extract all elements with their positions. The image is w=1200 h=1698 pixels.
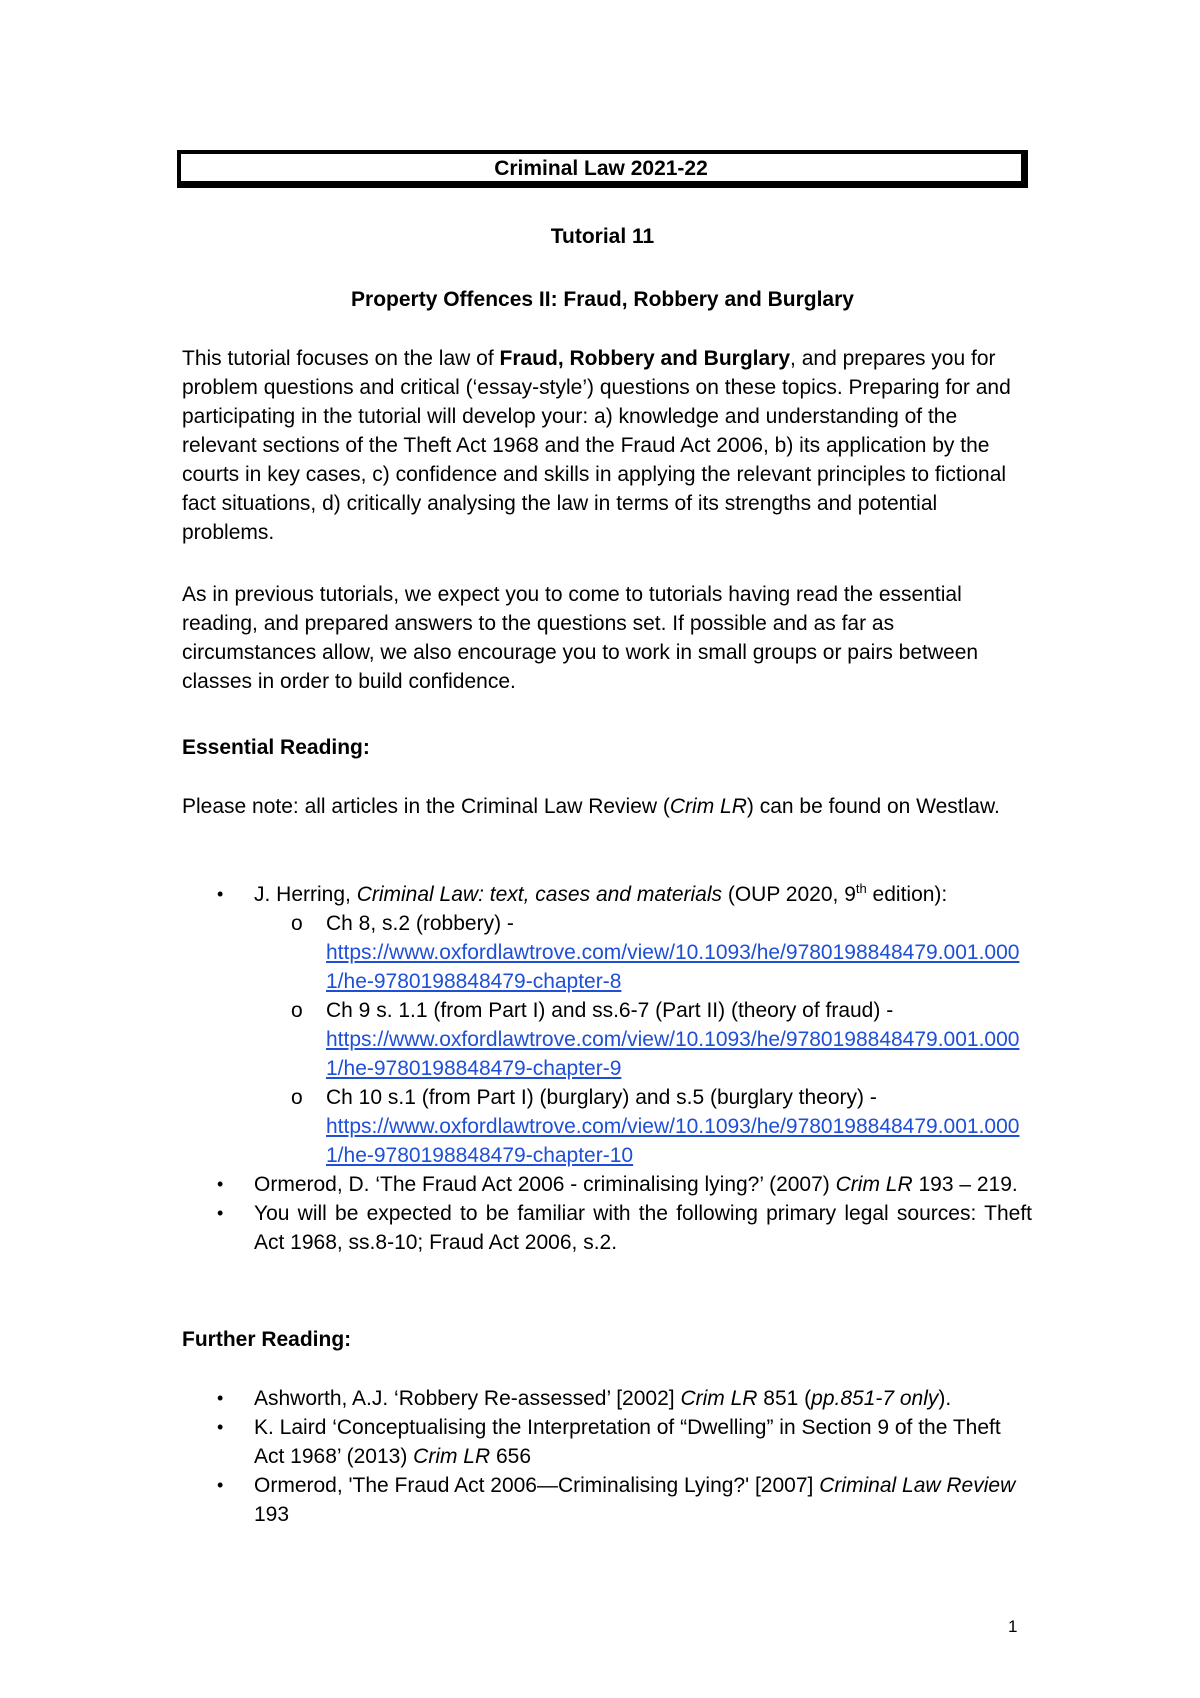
circle-bullet-icon: o bbox=[291, 1086, 303, 1109]
herring-text-c: edition): bbox=[866, 883, 948, 906]
sub-list-item bbox=[182, 909, 1032, 996]
bullet-icon: • bbox=[217, 1475, 224, 1495]
further-reading-list bbox=[182, 1384, 1032, 1529]
chapter-9-link[interactable]: https://www.oxfordlawtrove.com/view/10.1093/he/9780198848479.001.0001/he-9780198848479-chapter-9 bbox=[326, 1028, 1020, 1080]
list-item bbox=[182, 1170, 1032, 1199]
bullet-icon: • bbox=[217, 1417, 224, 1437]
ormerod2-text-a: Ormerod, 'The Fraud Act 2006—Criminalising Lying?' [2007] bbox=[254, 1474, 820, 1497]
tutorial-topic: Property Offences II: Fraud, Robbery and Burglary bbox=[351, 288, 854, 311]
laird-text-b: 656 bbox=[490, 1445, 532, 1468]
intro-text-bold: Fraud, Robbery and Burglary bbox=[499, 347, 791, 370]
herring-sup: th bbox=[855, 881, 867, 896]
herring-title: Criminal Law: text, cases and materials bbox=[356, 883, 723, 906]
ashworth-text-b: 851 ( bbox=[757, 1387, 812, 1410]
ormerod-text-b: 193 – 219. bbox=[912, 1173, 1018, 1196]
ormerod2-text-em: Criminal Law Review bbox=[819, 1474, 1016, 1497]
sub-list-item bbox=[182, 1083, 1032, 1170]
expectations-paragraph: As in previous tutorials, we expect you to come to tutorials having read the essential reading, and prepared answers to the questions set. If possible and as far as circumstances allow, we also encourage you to work in small groups or pairs between classes in order to build confidence. bbox=[182, 583, 979, 693]
herring-text-b: (OUP 2020, 9 bbox=[722, 883, 856, 906]
circle-bullet-icon: o bbox=[291, 912, 303, 935]
further-reading-heading: Further Reading: bbox=[182, 1328, 352, 1351]
ashworth-text-em2: pp.851-7 only bbox=[811, 1387, 939, 1410]
chapter-10-link[interactable]: https://www.oxfordlawtrove.com/view/10.1093/he/9780198848479.001.0001/he-9780198848479-chapter-10 bbox=[326, 1115, 1020, 1167]
crim-lr-note bbox=[182, 792, 1032, 821]
primary-sources-text: You will be expected to be familiar with the following primary legal sources: Theft Act 1968, ss.8-10; Fraud Act 2006, s.2. bbox=[254, 1202, 1032, 1254]
ormerod-text-em: Crim LR bbox=[835, 1173, 913, 1196]
bullet-icon: • bbox=[217, 1388, 224, 1408]
list-item bbox=[182, 1413, 1032, 1471]
sub-item-label: Ch 10 s.1 (from Part I) (burglary) and s.5 (burglary theory) - bbox=[326, 1086, 877, 1109]
bullet-icon: • bbox=[217, 1203, 224, 1223]
bullet-icon: • bbox=[217, 884, 224, 904]
intro-text-a: This tutorial focuses on the law of bbox=[182, 347, 500, 370]
list-item bbox=[182, 1471, 1032, 1529]
tutorial-number: Tutorial 11 bbox=[550, 225, 655, 248]
chapter-8-link[interactable]: https://www.oxfordlawtrove.com/view/10.1093/he/9780198848479.001.0001/he-9780198848479-chapter-8 bbox=[326, 941, 1020, 993]
intro-paragraph bbox=[182, 344, 1032, 547]
list-item bbox=[182, 880, 1032, 909]
ormerod2-text-b: 193 bbox=[254, 1503, 290, 1526]
note-text-em: Crim LR bbox=[669, 795, 747, 818]
essential-reading-heading: Essential Reading: bbox=[182, 736, 370, 759]
ashworth-text-em: Crim LR bbox=[680, 1387, 758, 1410]
herring-text-a: J. Herring, bbox=[254, 883, 357, 906]
laird-text-em: Crim LR bbox=[413, 1445, 491, 1468]
ashworth-text-a: Ashworth, A.J. ‘Robbery Re-assessed’ [2002] bbox=[254, 1387, 681, 1410]
course-title: Criminal Law 2021-22 bbox=[494, 157, 708, 180]
essential-reading-list bbox=[182, 880, 1032, 1257]
ormerod-text-a: Ormerod, D. ‘The Fraud Act 2006 - criminalising lying?’ (2007) bbox=[254, 1173, 836, 1196]
sub-list-item bbox=[182, 996, 1032, 1083]
sub-item-label: Ch 8, s.2 (robbery) - bbox=[326, 912, 514, 935]
bullet-icon: • bbox=[217, 1174, 224, 1194]
course-title-box bbox=[177, 150, 1028, 188]
list-item bbox=[182, 1384, 1032, 1413]
note-text-b: ) can be found on Westlaw. bbox=[746, 795, 1000, 818]
ashworth-text-c: ). bbox=[938, 1387, 952, 1410]
list-item bbox=[182, 1199, 1032, 1257]
page-number: 1 bbox=[1008, 1617, 1018, 1636]
circle-bullet-icon: o bbox=[291, 999, 303, 1022]
laird-text-a: K. Laird ‘Conceptualising the Interpretation of “Dwelling” in Section 9 of the Theft Act 1968’ (2013) bbox=[254, 1416, 1001, 1468]
sub-item-label: Ch 9 s. 1.1 (from Part I) and ss.6-7 (Part II) (theory of fraud) - bbox=[326, 999, 894, 1022]
intro-text-b: , and prepares you for problem questions and critical (‘essay-style’) questions on these topics. Preparing for and participating in the tutorial will develop your: a) knowledge and understanding of the relevant sections of the Theft Act 1968 and the Fraud Act 2006, b) its application by the courts in key cases, c) confidence and skills in applying the relevant principles to fictional fact situations, d) critically analysing the law in terms of its strengths and potential problems. bbox=[182, 347, 1011, 544]
note-text-a: Please note: all articles in the Criminal Law Review ( bbox=[182, 795, 670, 818]
